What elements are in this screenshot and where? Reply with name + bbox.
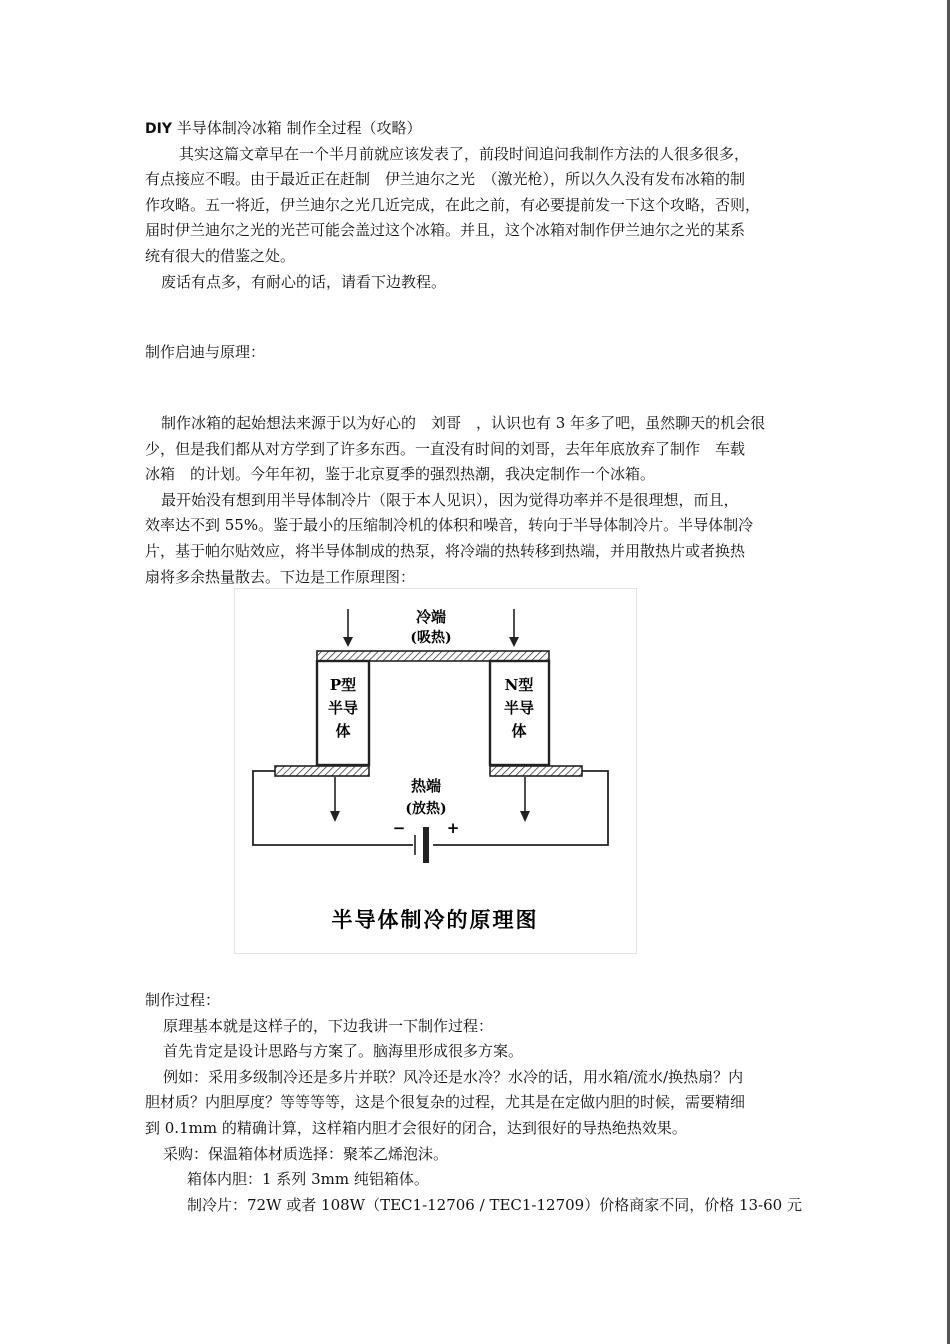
section2-example-line-2: 胆材质？内胆厚度？等等等等，这是个很复杂的过程，尤其是在定做内胆的时候，需要精细 xyxy=(145,1093,746,1112)
wire-left xyxy=(253,771,413,845)
hot-arrow-right xyxy=(520,777,530,822)
intro-line-4: 届时伊兰迪尔之光的光芒可能会盖过这个冰箱。并且，这个冰箱对制作伊兰迪尔之光的某系 xyxy=(145,221,746,240)
intro-line-3: 作攻略。五一将近，伊兰迪尔之光几近完成，在此之前，有必要提前发一下这个攻略，否则， xyxy=(145,195,761,214)
section1-p1-line-3: 冰箱 的计划。今年年初，鉴于北京夏季的强烈热潮，我决定制作一个冰箱。 xyxy=(145,465,656,484)
cold-side-label: 冷端 xyxy=(415,608,447,626)
hot-arrow-left xyxy=(330,777,340,822)
cold-plate xyxy=(317,651,549,661)
section1-p2-line-4: 扇将多余热量散去。下边是工作原理图： xyxy=(145,567,416,586)
hot-side-sub-label: (放热) xyxy=(405,801,447,817)
intro-line-5: 统有很大的借鉴之处。 xyxy=(145,246,296,265)
n-label-line-1: N型 xyxy=(504,676,534,694)
section1-body xyxy=(145,411,810,590)
section1-p1-line-2: 少，但是我们都从对方学到了许多东西。一直没有时间的刘哥，去年年底放弃了制作 车载 xyxy=(145,439,746,458)
hot-plate-right xyxy=(490,766,582,776)
section1-p2-line-1: 最开始没有想到用半导体制冷片（限于本人见识），因为觉得功率并不是很理想，而且， xyxy=(161,490,739,509)
diagram-caption: 半导体制冷的原理图 xyxy=(331,907,539,932)
section2-heading: 制作过程： xyxy=(145,991,221,1009)
n-label-line-3: 体 xyxy=(511,722,527,740)
section1-p2-line-3: 片，基于帕尔贴效应，将半导体制成的热泵，将冷端的热转移到热端，并用散热片或者换热 xyxy=(145,541,746,560)
section1-heading: 制作启迪与原理： xyxy=(145,343,266,361)
diagram-svg xyxy=(235,589,636,953)
section1-p1-line-1: 制作冰箱的起始想法来源于以为好心的 刘哥 ，认识也有 3 年多了吧，虽然聊天的机会很 xyxy=(161,414,766,432)
p-label-line-1: P型 xyxy=(329,676,357,694)
purchase-line: 采购：保温箱体材质选择：聚苯乙烯泡沫。 xyxy=(163,1144,449,1163)
section2-line-2: 首先肯定是设计思路与方案了。脑海里形成很多方案。 xyxy=(163,1042,524,1061)
battery-plus: + xyxy=(446,819,460,837)
document-body-top xyxy=(145,116,810,295)
document-title: DIY 半导体制冷冰箱 制作全过程（攻略） xyxy=(145,119,422,137)
section2-line-1: 原理基本就是这样子的，下边我讲一下制作过程： xyxy=(163,1016,494,1035)
section1-heading-block xyxy=(145,340,810,366)
chip-line: 制冷片：72W 或者 108W（TEC1-12706 / TEC1-12709）价格商家不同，价格 13-60 元 xyxy=(187,1195,802,1214)
cold-arrow-left xyxy=(343,609,353,647)
cold-side-sub-label: (吸热) xyxy=(410,630,452,646)
hot-plate-left xyxy=(275,766,369,776)
battery-icon xyxy=(415,827,429,863)
section1-p2-line-2: 效率达不到 55%。鉴于最小的压缩制冷机的体积和噪音，转向于半导体制冷片。半导体制冷 xyxy=(145,516,754,535)
intro-tail: 废话有点多，有耐心的话，请看下边教程。 xyxy=(161,272,447,291)
battery-minus: − xyxy=(392,819,406,837)
intro-line-2: 有点接应不暇。由于最近正在赶制 伊兰迪尔之光 （激光枪），所以久久没有发布冰箱的制 xyxy=(145,170,746,189)
section2-example-line-1: 例如：采用多级制冷还是多片并联？风冷还是水冷？水冷的话，用水箱/流水/换热扇？内 xyxy=(163,1067,744,1086)
section2-example-line-3: 到 0.1mm 的精确计算，这样箱内胆才会很好的闭合，达到很好的导热绝热效果。 xyxy=(145,1118,687,1137)
hot-side-label: 热端 xyxy=(410,777,442,795)
liner-line: 箱体内胆：1 系列 3mm 纯铝箱体。 xyxy=(187,1170,429,1189)
cold-arrow-right xyxy=(509,609,519,647)
p-label-line-2: 半导 xyxy=(327,699,359,717)
n-label-line-2: 半导 xyxy=(503,699,535,717)
peltier-principle-diagram xyxy=(234,588,637,954)
intro-line-1: 其实这篇文章早在一个半月前就应该发表了，前段时间追问我制作方法的人很多很多， xyxy=(179,144,750,163)
section2-body xyxy=(145,988,810,1218)
p-label-line-3: 体 xyxy=(335,722,351,740)
